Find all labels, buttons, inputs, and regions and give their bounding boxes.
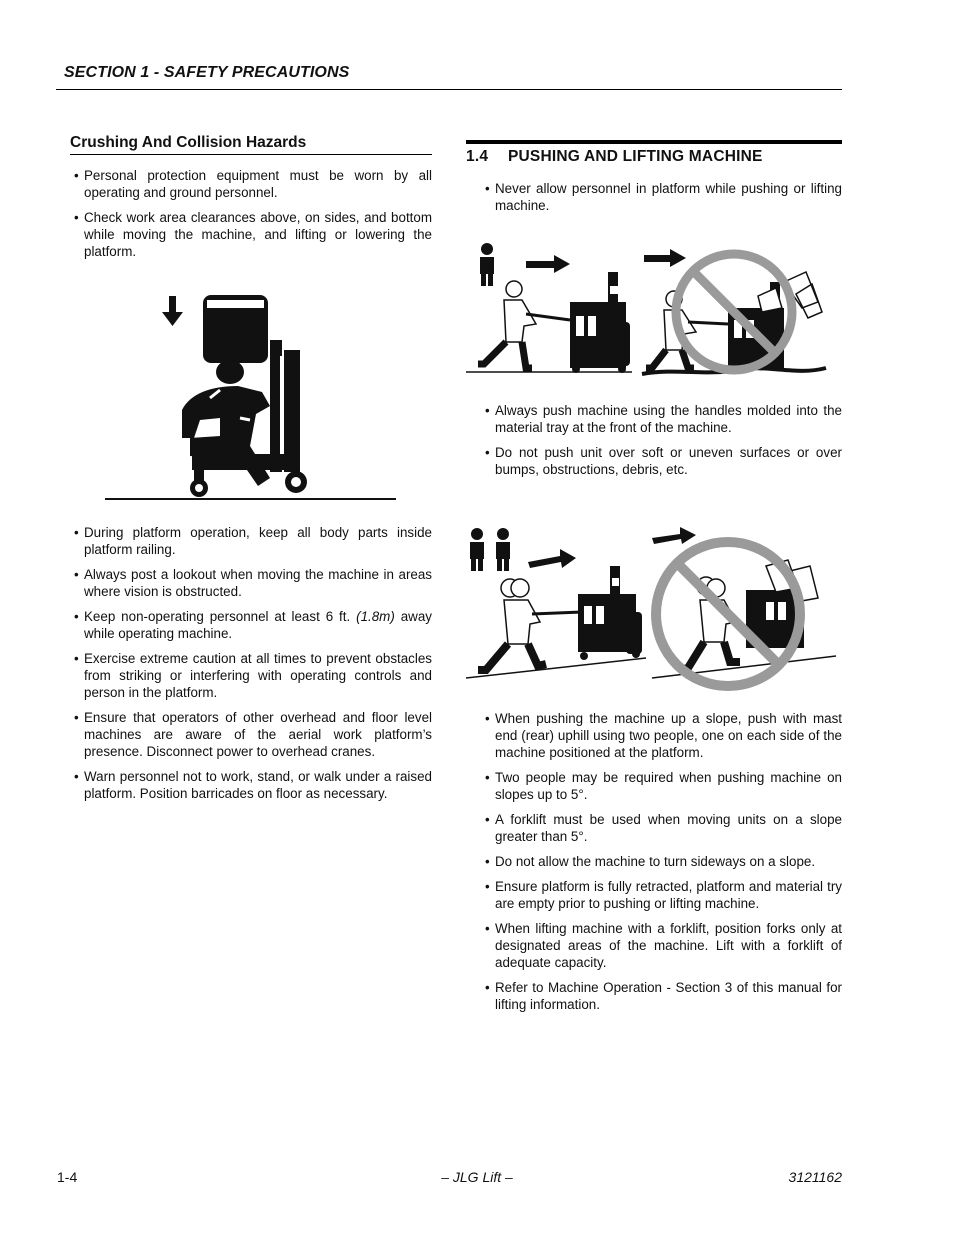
list-item: • Do not allow the machine to turn sideways on a slope. xyxy=(481,853,842,870)
pushing-bullets-b xyxy=(466,402,842,478)
up-right-arrow-icon xyxy=(528,549,576,568)
down-arrow-icon xyxy=(162,296,183,326)
list-item: • Always post a lookout when moving the machine in areas where vision is obstructed. xyxy=(70,566,432,600)
distance-text-end: away while operating machine. xyxy=(84,609,432,641)
section-title: PUSHING AND LIFTING MACHINE xyxy=(508,148,763,165)
right-column xyxy=(466,140,842,1021)
list-item: • Never allow personnel in platform while pushing or lifting machine. xyxy=(481,180,842,214)
distance-metric: (1.8m) xyxy=(356,609,395,624)
section-number: 1.4 xyxy=(466,148,489,165)
list-item: • Do not push unit over soft or uneven surfaces or over bumps, obstructions, debris, etc. xyxy=(481,444,842,478)
doc-number: 3121162 xyxy=(788,1169,842,1185)
pushing-level-illustration xyxy=(466,242,842,392)
list-item: • Personal protection equipment must be worn by all operating and ground personnel. xyxy=(70,167,432,201)
list-item: • Warn personnel not to work, stand, or walk under a raised platform. Position barricades on floor as necessary. xyxy=(70,768,432,802)
section-header: SECTION 1 - SAFETY PRECAUTIONS xyxy=(64,64,350,81)
crushing-bullets-top xyxy=(70,167,432,260)
list-item: • Always push machine using the handles molded into the material tray at the front of the machine. xyxy=(481,402,842,436)
pushing-bullets-c xyxy=(466,710,842,1013)
list-item: • Ensure platform is fully retracted, platform and material try are empty prior to pushing or lifting machine. xyxy=(481,878,842,912)
list-item: • When pushing the machine up a slope, push with mast end (rear) uphill using two people, one on each side of the machine positioned at the platform. xyxy=(481,710,842,761)
crushing-hazard-illustration xyxy=(70,268,432,510)
crushing-bullets-bottom xyxy=(70,524,432,802)
list-item: • Refer to Machine Operation - Section 3 of this manual for lifting information. xyxy=(481,979,842,1013)
footer-brand: – JLG Lift – xyxy=(441,1169,513,1185)
right-arrow-icon xyxy=(644,249,686,267)
pushing-slope-illustration xyxy=(466,526,842,696)
section-heading xyxy=(466,140,842,165)
person-icon xyxy=(480,243,494,286)
distance-text: Keep non-operating personnel at least 6 ft. xyxy=(84,609,351,624)
up-right-arrow-icon xyxy=(652,527,696,544)
crushing-heading: Crushing And Collision Hazards xyxy=(70,134,432,155)
list-item: • Ensure that operators of other overhead and floor level machines are aware of the aerial work platform’s presence. Disconnect power to overhead cranes. xyxy=(70,709,432,760)
list-item: • When lifting machine with a forklift, position forks only at designated areas of the machine. Lift with a forklift of adequate capacity. xyxy=(481,920,842,971)
list-item: • Two people may be required when pushing machine on slopes up to 5°. xyxy=(481,769,842,803)
header-rule xyxy=(56,89,842,90)
pushing-bullets-a xyxy=(466,180,842,214)
two-people-icon xyxy=(470,528,510,571)
list-item xyxy=(70,608,432,642)
list-item: • A forklift must be used when moving units on a slope greater than 5°. xyxy=(481,811,842,845)
list-item: • During platform operation, keep all body parts inside platform railing. xyxy=(70,524,432,558)
left-column xyxy=(70,134,432,810)
list-item: • Exercise extreme caution at all times to prevent obstacles from striking or interfering with operating controls and person in the platform. xyxy=(70,650,432,701)
list-item: • Check work area clearances above, on sides, and bottom while moving the machine, and lifting or lowering the platform. xyxy=(70,209,432,260)
page-number: 1-4 xyxy=(57,1169,78,1185)
right-arrow-icon xyxy=(526,255,570,273)
